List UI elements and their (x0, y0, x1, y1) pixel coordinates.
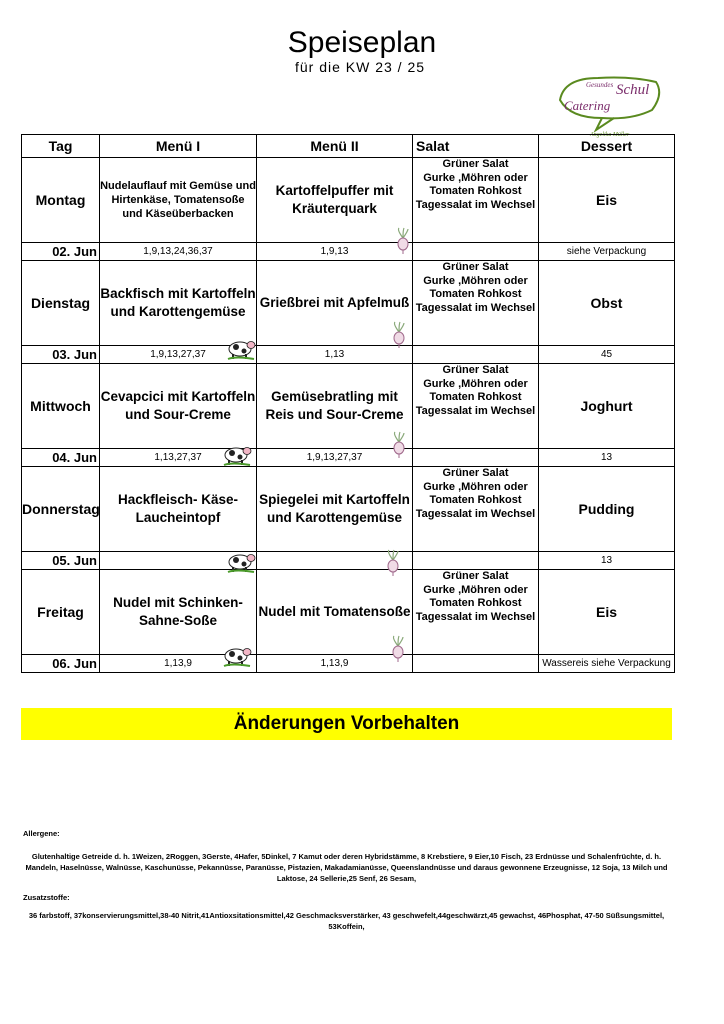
allergens-menu2: 1,13,9 (257, 655, 413, 673)
table-header-row (22, 135, 675, 158)
zusatzstoffe-heading: Zusatzstoffe: (23, 893, 70, 902)
menu-table (21, 134, 675, 673)
header-dessert: Dessert (539, 135, 675, 158)
table-row (22, 243, 675, 261)
date-cell: 04. Jun (22, 449, 100, 467)
dessert-cell: Eis (539, 570, 675, 655)
table-row (22, 261, 675, 346)
allergens-salat (413, 346, 539, 364)
salat-text: Grüner Salat Gurke ,Möhren oder Tomaten Rohkost Tagessalat im Wechsel (415, 158, 536, 211)
zusatzstoffe-text: 36 farbstoff, 37konservierungsmittel,38-40 Nitrit,41Antioxsitationsmittel,42 Geschmacksverstärker, 43 geschwefelt,44geschwärzt,45 gewachst, 46Phosphat, 47-50 Süßsungsmittel, 53Koffein, (28, 911, 665, 931)
catering-logo (556, 72, 666, 140)
allergens-menu1: 1,9,13,24,36,37 (100, 243, 257, 261)
salat-cell (413, 158, 539, 243)
beetroot-icon (391, 322, 407, 348)
table-row (22, 346, 675, 364)
date-cell: 05. Jun (22, 552, 100, 570)
header-tag: Tag (22, 135, 100, 158)
allergens-salat (413, 449, 539, 467)
allergens-menu2: 1,9,13 (257, 243, 413, 261)
dessert-cell: Joghurt (539, 364, 675, 449)
menu2-cell: Nudel mit Tomatensoße (257, 570, 413, 655)
menu2-cell: Gemüsebratling mit Reis und Sour-Creme (257, 364, 413, 449)
salat-text: Grüner Salat Gurke ,Möhren oder Tomaten Rohkost Tagessalat im Wechsel (415, 467, 536, 520)
day-name: Dienstag (22, 261, 100, 346)
allergens-salat (413, 243, 539, 261)
salat-cell (413, 364, 539, 449)
logo-catering-text: Catering (564, 98, 611, 113)
allergens-dessert: Wassereis siehe Verpackung (539, 655, 675, 673)
cow-icon (222, 440, 252, 466)
menu1-cell: Hackfleisch- Käse- Laucheintopf (100, 467, 257, 552)
beetroot-icon (390, 636, 406, 662)
menu2-cell: Grießbrei mit Apfelmuß (257, 261, 413, 346)
date-cell: 03. Jun (22, 346, 100, 364)
allergens-menu1: 1,13,9 (100, 655, 257, 673)
dessert-cell: Pudding (539, 467, 675, 552)
allergens-menu2: 1,13 (257, 346, 413, 364)
date-cell: 06. Jun (22, 655, 100, 673)
allergens-dessert: 13 (539, 449, 675, 467)
dessert-cell: Eis (539, 158, 675, 243)
table-row (22, 570, 675, 655)
salat-text: Grüner Salat Gurke ,Möhren oder Tomaten Rohkost Tagessalat im Wechsel (415, 261, 536, 314)
changes-reserved-banner: Änderungen Vorbehalten (21, 708, 672, 740)
beetroot-icon (391, 432, 407, 458)
table-row (22, 655, 675, 673)
dessert-cell: Obst (539, 261, 675, 346)
allergens-menu2: 1,9,13,27,37 (257, 449, 413, 467)
table-row (22, 467, 675, 552)
table-row (22, 449, 675, 467)
day-name: Donnerstag (22, 467, 100, 552)
allergene-text: Glutenhaltige Getreide d. h. 1Weizen, 2Roggen, 3Gerste, 4Hafer, 5Dinkel, 7 Kamut oder deren Hybridstämme, 8 Krebstiere, 9 Eier,10 Fisch, 23 Erdnüsse und Schalenfrüchte, d. h. Mandeln, Haselnüsse, Walnüsse, Kaschunüsse, Pekannüsse, Paranüsse, Pistazien, Makadamianüsse, Queenslandnüsse und daraus gewonnene Erzeugnisse, 12 Soja, 13 Milch und Laktose, 24 Sellerie,25 Senf, 26 Sesam, (25, 852, 668, 883)
beetroot-icon (395, 228, 411, 254)
table-row (22, 158, 675, 243)
page-title: Speiseplan (287, 26, 437, 59)
salat-text: Grüner Salat Gurke ,Möhren oder Tomaten Rohkost Tagessalat im Wechsel (415, 570, 536, 623)
logo-schul-text: Schul (616, 82, 650, 98)
day-name: Freitag (22, 570, 100, 655)
table-row (22, 364, 675, 449)
salat-cell (413, 570, 539, 655)
allergens-dessert: 45 (539, 346, 675, 364)
menu1-cell: Backfisch mit Kartoffeln und Karottengemüse (100, 261, 257, 346)
logo-bottom-text: Angelika Müller (590, 132, 630, 138)
allergens-salat (413, 552, 539, 570)
salat-cell (413, 467, 539, 552)
allergens-dessert: siehe Verpackung (539, 243, 675, 261)
logo-top-text: Gesundes (586, 81, 614, 89)
salat-cell (413, 261, 539, 346)
cow-icon (222, 641, 252, 667)
salat-text: Grüner Salat Gurke ,Möhren oder Tomaten Rohkost Tagessalat im Wechsel (415, 364, 536, 417)
allergens-salat (413, 655, 539, 673)
cow-icon (226, 334, 256, 360)
menu1-cell: Cevapcici mit Kartoffeln und Sour-Creme (100, 364, 257, 449)
date-cell: 02. Jun (22, 243, 100, 261)
menu2-cell: Kartoffelpuffer mit Kräuterquark (257, 158, 413, 243)
page-subtitle: für die KW 23 / 25 (294, 59, 426, 75)
header-menu2: Menü II (257, 135, 413, 158)
menu1-cell: Nudel mit Schinken-Sahne-Soße (100, 570, 257, 655)
header-salat: Salat (413, 135, 539, 158)
header-menu1: Menü I (100, 135, 257, 158)
allergens-menu1: 1,9,13,27,37 (100, 346, 257, 364)
cow-icon (226, 547, 256, 573)
day-name: Mittwoch (22, 364, 100, 449)
menu2-cell: Spiegelei mit Kartoffeln und Karottengemüse (257, 467, 413, 552)
allergens-menu1: 1,13,27,37 (100, 449, 257, 467)
beetroot-icon (385, 550, 401, 576)
allergene-heading: Allergene: (23, 829, 60, 838)
day-name: Montag (22, 158, 100, 243)
table-row (22, 552, 675, 570)
allergens-dessert: 13 (539, 552, 675, 570)
menu1-cell: Nudelauflauf mit Gemüse und Hirtenkäse, Tomatensoße und Käseüberbacken (100, 158, 257, 243)
